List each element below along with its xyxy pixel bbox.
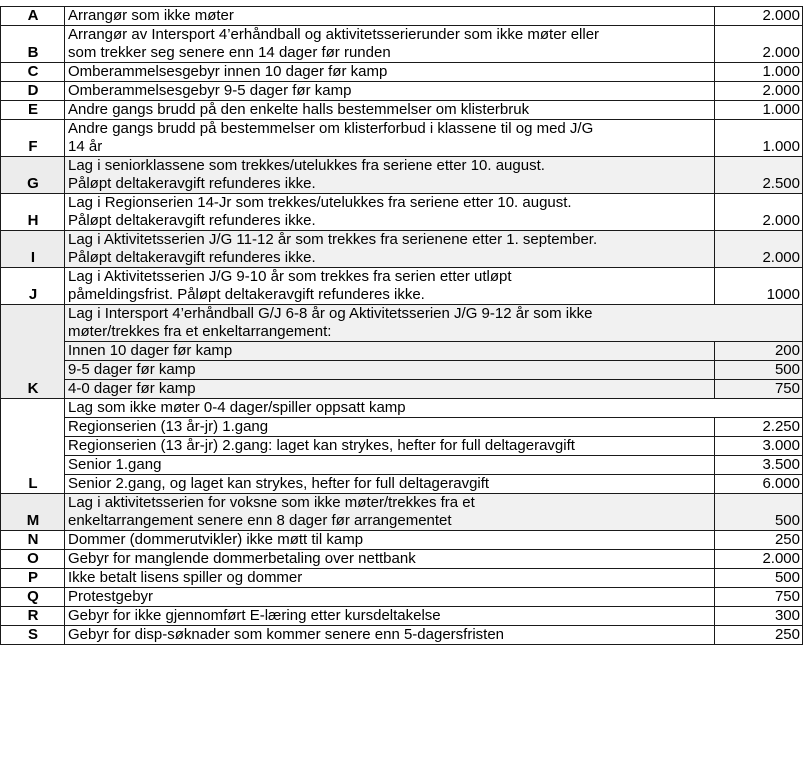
row-description — [65, 26, 715, 63]
row-amount: 2.500 — [715, 157, 803, 194]
table-row — [1, 268, 803, 305]
sub-row — [1, 437, 803, 456]
row-description — [65, 120, 715, 157]
row-description: Protestgebyr — [65, 588, 715, 607]
sub-description: Senior 2.gang, og laget kan strykes, hefter for full deltageravgift — [65, 475, 715, 494]
row-amount: 250 — [715, 531, 803, 550]
desc-line: Andre gangs brudd på bestemmelser om klisterforbud i klassene til og med J/G — [68, 120, 594, 137]
table-row — [1, 7, 803, 26]
desc-line: Lag i seniorklassene som trekkes/utelukkes fra seriene etter 10. august. — [68, 157, 545, 174]
desc-line: som trekker seg senere enn 14 dager før runden — [68, 44, 391, 61]
sub-amount: 6.000 — [715, 475, 803, 494]
sub-amount: 500 — [715, 361, 803, 380]
row-description — [65, 231, 715, 268]
row-code: L — [1, 399, 65, 494]
row-description: Arrangør som ikke møter — [65, 7, 715, 26]
table-row — [1, 494, 803, 531]
table-row — [1, 550, 803, 569]
table-row — [1, 101, 803, 120]
row-code: O — [1, 550, 65, 569]
sub-amount: 3.000 — [715, 437, 803, 456]
row-amount: 2.000 — [715, 7, 803, 26]
sub-description: 9-5 dager før kamp — [65, 361, 715, 380]
table-row — [1, 63, 803, 82]
table-row — [1, 26, 803, 63]
table-row — [1, 157, 803, 194]
desc-line: enkeltarrangement senere enn 8 dager før arrangementet — [68, 512, 452, 529]
row-description: Gebyr for ikke gjennomført E-læring etter kursdeltakelse — [65, 607, 715, 626]
sub-description: Regionserien (13 år-jr) 2.gang: laget kan strykes, hefter for full deltageravgift — [65, 437, 715, 456]
sub-row — [1, 380, 803, 399]
row-code: H — [1, 194, 65, 231]
table-row — [1, 194, 803, 231]
row-description: Gebyr for manglende dommerbetaling over nettbank — [65, 550, 715, 569]
row-amount: 2.000 — [715, 26, 803, 63]
desc-line: Påløpt deltakeravgift refunderes ikke. — [68, 175, 316, 192]
sub-row — [1, 342, 803, 361]
row-code: K — [1, 305, 65, 399]
row-code: D — [1, 82, 65, 101]
desc-line: 14 år — [68, 138, 103, 155]
row-code: G — [1, 157, 65, 194]
row-amount: 250 — [715, 626, 803, 645]
table-row — [1, 399, 803, 418]
row-description: Omberammelsesgebyr 9-5 dager før kamp — [65, 82, 715, 101]
row-amount: 500 — [715, 569, 803, 588]
row-amount: 2.000 — [715, 194, 803, 231]
row-code: E — [1, 101, 65, 120]
desc-line: påmeldingsfrist. Påløpt deltakeravgift refunderes ikke. — [68, 286, 425, 303]
row-description: Lag som ikke møter 0-4 dager/spiller oppsatt kamp — [65, 399, 803, 418]
row-code: F — [1, 120, 65, 157]
desc-line: Lag i Aktivitetsserien J/G 9-10 år som trekkes fra serien etter utløpt — [68, 268, 512, 285]
row-code: S — [1, 626, 65, 645]
row-description: Dommer (dommerutvikler) ikke møtt til kamp — [65, 531, 715, 550]
sub-row — [1, 456, 803, 475]
desc-line: møter/trekkes fra et enkeltarrangement: — [68, 323, 332, 340]
sub-description: Innen 10 dager før kamp — [65, 342, 715, 361]
row-amount: 2.000 — [715, 82, 803, 101]
row-description: Gebyr for disp-søknader som kommer senere enn 5-dagersfristen — [65, 626, 715, 645]
table-row — [1, 588, 803, 607]
row-code: J — [1, 268, 65, 305]
desc-line: Påløpt deltakeravgift refunderes ikke. — [68, 249, 316, 266]
row-description — [65, 305, 803, 342]
fee-table — [0, 6, 803, 645]
row-description — [65, 494, 715, 531]
sub-row — [1, 361, 803, 380]
sub-description: 4-0 dager før kamp — [65, 380, 715, 399]
row-code: A — [1, 7, 65, 26]
row-description: Ikke betalt lisens spiller og dommer — [65, 569, 715, 588]
table-row — [1, 82, 803, 101]
row-amount: 1000 — [715, 268, 803, 305]
table-row — [1, 607, 803, 626]
table-row — [1, 531, 803, 550]
row-code: N — [1, 531, 65, 550]
sub-description: Senior 1.gang — [65, 456, 715, 475]
row-code: B — [1, 26, 65, 63]
sub-description: Regionserien (13 år-jr) 1.gang — [65, 418, 715, 437]
row-description — [65, 157, 715, 194]
row-amount: 1.000 — [715, 120, 803, 157]
row-amount: 1.000 — [715, 101, 803, 120]
row-description: Omberammelsesgebyr innen 10 dager før kamp — [65, 63, 715, 82]
row-code: M — [1, 494, 65, 531]
table-row — [1, 120, 803, 157]
desc-line: Arrangør av Intersport 4’erhåndball og aktivitetsserierunder som ikke møter eller — [68, 26, 600, 43]
row-amount: 500 — [715, 494, 803, 531]
table-row — [1, 231, 803, 268]
row-code: C — [1, 63, 65, 82]
sub-amount: 750 — [715, 380, 803, 399]
row-amount: 1.000 — [715, 63, 803, 82]
row-code: R — [1, 607, 65, 626]
row-amount: 2.000 — [715, 231, 803, 268]
desc-line: Lag i Aktivitetsserien J/G 11-12 år som trekkes fra serienene etter 1. september. — [68, 231, 598, 248]
desc-line: Lag i Regionserien 14-Jr som trekkes/utelukkes fra seriene etter 10. august. — [68, 194, 572, 211]
row-code: Q — [1, 588, 65, 607]
sub-amount: 3.500 — [715, 456, 803, 475]
table-row — [1, 569, 803, 588]
desc-line: Lag i aktivitetsserien for voksne som ikke møter/trekkes fra et — [68, 494, 475, 511]
row-code: P — [1, 569, 65, 588]
row-amount: 2.000 — [715, 550, 803, 569]
table-row — [1, 626, 803, 645]
row-amount: 300 — [715, 607, 803, 626]
desc-line: Påløpt deltakeravgift refunderes ikke. — [68, 212, 316, 229]
sub-row — [1, 418, 803, 437]
desc-line: Lag i Intersport 4’erhåndball G/J 6-8 år og Aktivitetsserien J/G 9-12 år som ikke — [68, 305, 593, 322]
row-code: I — [1, 231, 65, 268]
row-description — [65, 268, 715, 305]
table-row — [1, 305, 803, 342]
row-amount: 750 — [715, 588, 803, 607]
sub-amount: 2.250 — [715, 418, 803, 437]
row-description: Andre gangs brudd på den enkelte halls bestemmelser om klisterbruk — [65, 101, 715, 120]
sub-row — [1, 475, 803, 494]
row-description — [65, 194, 715, 231]
sub-amount: 200 — [715, 342, 803, 361]
